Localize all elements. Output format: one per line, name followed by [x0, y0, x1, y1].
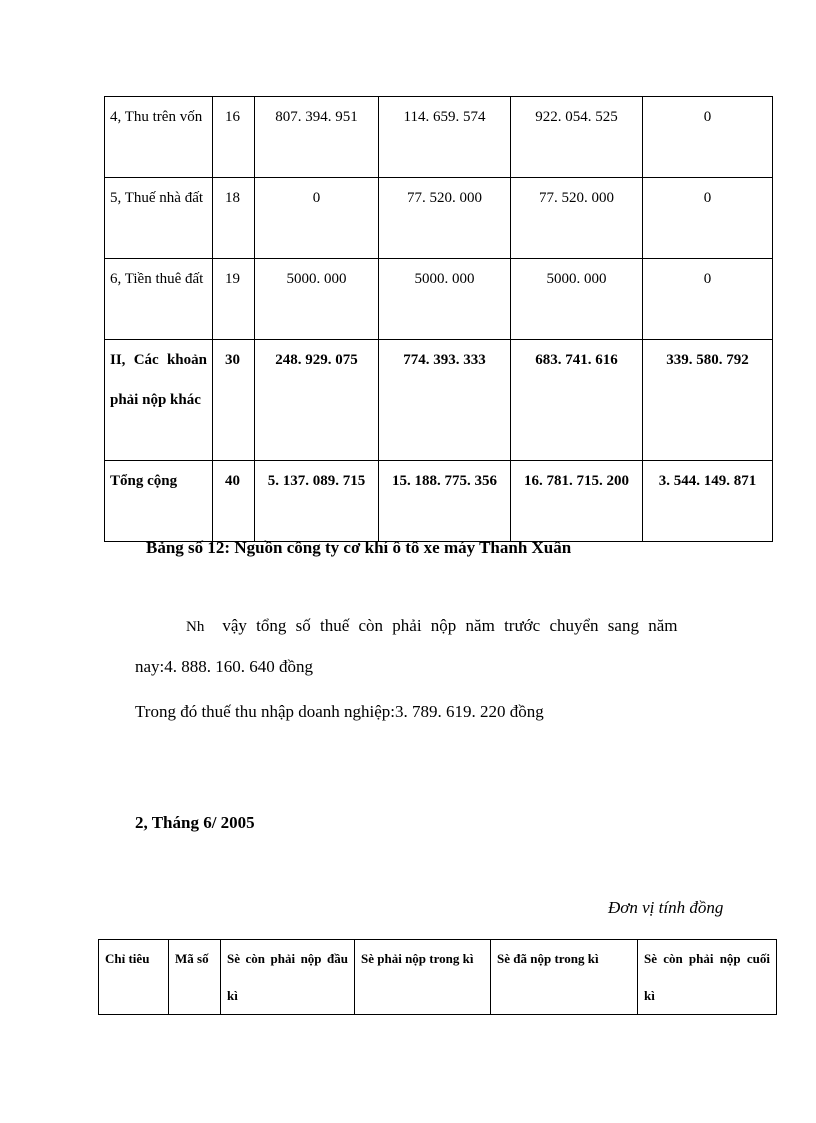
- header-cell: Sè còn phải nộp cuối kì: [638, 940, 777, 1015]
- tax-table: [104, 96, 773, 542]
- cell-paid: 5000. 000: [511, 259, 643, 340]
- cell-opening: 0: [255, 178, 379, 259]
- cell-closing: 0: [643, 97, 773, 178]
- header-cell: Sè đã nộp trong kì: [491, 940, 638, 1015]
- header-cell: Chỉ tiêu: [99, 940, 169, 1015]
- cell-closing: 339. 580. 792: [643, 340, 773, 461]
- income-tax-paragraph: Trong đó thuế thu nhập doanh nghiệp:3. 789. 619. 220 đồng: [135, 702, 544, 721]
- table-row: [105, 178, 773, 259]
- cell-payable: 774. 393. 333: [379, 340, 511, 461]
- cell-payable: 114. 659. 574: [379, 97, 511, 178]
- unit-label: Đơn vị tính đồng: [608, 898, 724, 917]
- table-caption: Bảng số 12: Nguồn công ty cơ khí ô tô xe máy Thanh Xuân: [146, 538, 572, 557]
- section-heading: 2, Tháng 6/ 2005: [135, 813, 255, 832]
- cell-paid: 922. 054. 525: [511, 97, 643, 178]
- cell-opening: 5000. 000: [255, 259, 379, 340]
- header-cell: Sè phải nộp trong kì: [355, 940, 491, 1015]
- table-header-row: [99, 940, 777, 1015]
- row-label: 4, Thu trên vốn: [105, 97, 213, 178]
- header-cell: Sè còn phải nộp đầu kì: [221, 940, 355, 1015]
- cell-paid: 683. 741. 616: [511, 340, 643, 461]
- table-row: [105, 97, 773, 178]
- row-label: Tổng cộng: [105, 461, 213, 542]
- paragraph-text: vậy tổng số thuế còn phải nộp năm trước chuyển sang năm: [222, 616, 678, 635]
- cell-paid: 77. 520. 000: [511, 178, 643, 259]
- cell-payable: 77. 520. 000: [379, 178, 511, 259]
- cell-payable: 15. 188. 775. 356: [379, 461, 511, 542]
- row-code: 16: [213, 97, 255, 178]
- row-code: 40: [213, 461, 255, 542]
- summary-paragraph-line2: nay:4. 888. 160. 640 đồng: [135, 657, 314, 676]
- cell-opening: 5. 137. 089. 715: [255, 461, 379, 542]
- row-label: 6, Tiền thuê đất: [105, 259, 213, 340]
- monthly-tax-table: [98, 939, 777, 1015]
- cell-opening: 248. 929. 075: [255, 340, 379, 461]
- table-row-total: [105, 461, 773, 542]
- summary-paragraph: [186, 616, 738, 636]
- cell-closing: 0: [643, 259, 773, 340]
- table-row: [105, 340, 773, 461]
- cell-paid: 16. 781. 715. 200: [511, 461, 643, 542]
- row-label: II, Các khoản phải nộp khác: [105, 340, 213, 461]
- row-code: 18: [213, 178, 255, 259]
- cell-closing: 0: [643, 178, 773, 259]
- row-label: 5, Thuế nhà đất: [105, 178, 213, 259]
- row-code: 30: [213, 340, 255, 461]
- row-code: 19: [213, 259, 255, 340]
- cell-closing: 3. 544. 149. 871: [643, 461, 773, 542]
- cell-payable: 5000. 000: [379, 259, 511, 340]
- paragraph-lead: Nh: [186, 619, 205, 635]
- cell-opening: 807. 394. 951: [255, 97, 379, 178]
- header-cell: Mã số: [169, 940, 221, 1015]
- table-row: [105, 259, 773, 340]
